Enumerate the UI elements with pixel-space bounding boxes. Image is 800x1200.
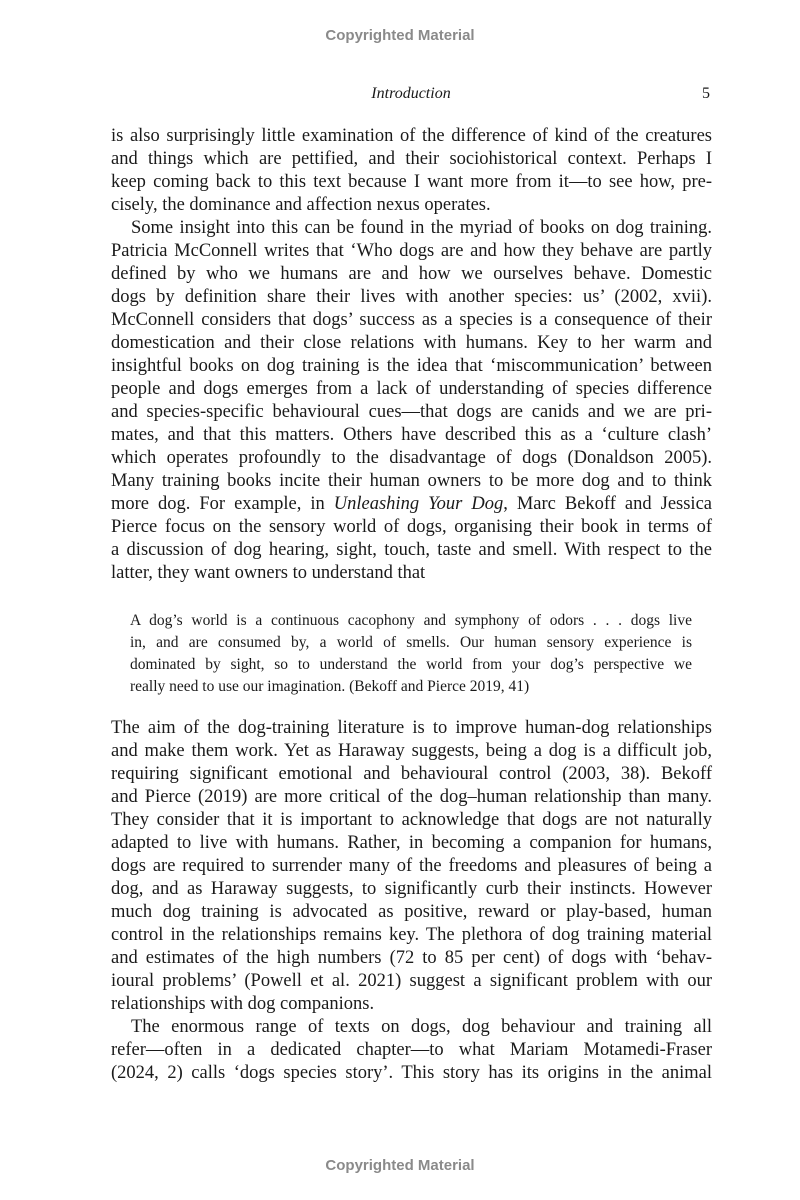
copyright-watermark-bottom: Copyrighted Material [325,1157,475,1174]
text-line: people and dogs emerges from a lack of understanding of species difference [111,379,712,399]
body-text-bottom [111,717,712,1085]
chapter-title: Introduction [371,85,451,102]
text-line: (2024, 2) calls ‘dogs species story’. This story has its origins in the animal [111,1063,712,1083]
text-line: a discussion of dog hearing, sight, touch, taste and smell. With respect to the [111,540,712,560]
text-fragment: , Marc Bekoff and Jessica [503,494,712,514]
text-line: Many training books incite their human owners to be more dog and to think [111,471,712,491]
text-line: The aim of the dog-training literature is to improve human-dog relationships [111,718,712,738]
text-line: which operates profoundly to the disadvantage of dogs (Donaldson 2005). [111,448,712,468]
text-line: mates, and that this matters. Others have described this as a ‘culture clash’ [111,425,712,445]
page-number: 5 [702,85,710,102]
text-fragment: more dog. For example, in [111,494,334,514]
quote-line: really need to use our imagination. (Bekoff and Pierce 2019, 41) [130,678,530,695]
text-line: cisely, the dominance and affection nexus operates. [111,195,491,215]
body-text-top [111,125,712,585]
text-line: is also surprisingly little examination of the difference of kind of the creatures [111,126,712,146]
text-line: defined by who we humans are and how we ourselves behave. Domestic [111,264,712,284]
text-line-with-book-title [111,493,712,516]
text-line: Pierce focus on the sensory world of dogs, organising their book in terms of [111,517,712,537]
text-line: and estimates of the high numbers (72 to 85 per cent) of dogs with ‘behav- [111,948,712,968]
text-line: domestication and their close relations with humans. Key to her warm and [111,333,712,353]
text-line: dogs by definition share their lives with another species: us’ (2002, xvii). [111,287,712,307]
text-line: relationships with dog companions. [111,994,375,1014]
text-line: and things which are pettified, and their sociohistorical context. Perhaps I [111,149,712,169]
text-line: and make them work. Yet as Haraway suggests, being a dog is a difficult job, [111,741,712,761]
text-line: The enormous range of texts on dogs, dog behaviour and training all [131,1017,712,1037]
copyright-watermark-top: Copyrighted Material [325,27,475,44]
text-line: McConnell considers that dogs’ success as a species is a consequence of their [111,310,712,330]
text-line: much dog training is advocated as positive, reward or play-based, human [111,902,712,922]
text-line: Patricia McConnell writes that ‘Who dogs are and how they behave are partly [111,241,712,261]
quote-line: A dog’s world is a continuous cacophony and symphony of odors . . . dogs live [130,612,692,629]
text-line: keep coming back to this text because I want more from it—to see how, pre- [111,172,712,192]
text-line: dog, and as Haraway suggests, to significantly curb their instincts. However [111,879,712,899]
text-line: and species-specific behavioural cues—that dogs are canids and we are pri- [111,402,712,422]
text-line: dogs are required to surrender many of the freedoms and pleasures of being a [111,856,712,876]
text-line: adapted to live with humans. Rather, in becoming a companion for humans, [111,833,712,853]
text-line: Some insight into this can be found in the myriad of books on dog training. [131,218,712,238]
quote-line: dominated by sight, so to understand the world from your dog’s perspective we [130,656,692,673]
text-line: requiring significant emotional and behavioural control (2003, 38). Bekoff [111,764,712,784]
text-line: insightful books on dog training is the idea that ‘miscommunication’ between [111,356,712,376]
text-line: ioural problems’ (Powell et al. 2021) suggest a significant problem with our [111,971,712,991]
text-line: control in the relationships remains key. The plethora of dog training material [111,925,712,945]
text-line: refer—often in a dedicated chapter—to what Mariam Motamedi-Fraser [111,1040,712,1060]
text-line: and Pierce (2019) are more critical of the dog–human relationship than many. [111,787,712,807]
block-quote [130,610,692,698]
text-line: latter, they want owners to understand that [111,563,426,583]
book-title: Unleashing Your Dog [333,494,504,514]
text-line: They consider that it is important to acknowledge that dogs are not naturally [111,810,712,830]
quote-line: in, and are consumed by, a world of smells. Our human sensory experience is [130,634,692,651]
